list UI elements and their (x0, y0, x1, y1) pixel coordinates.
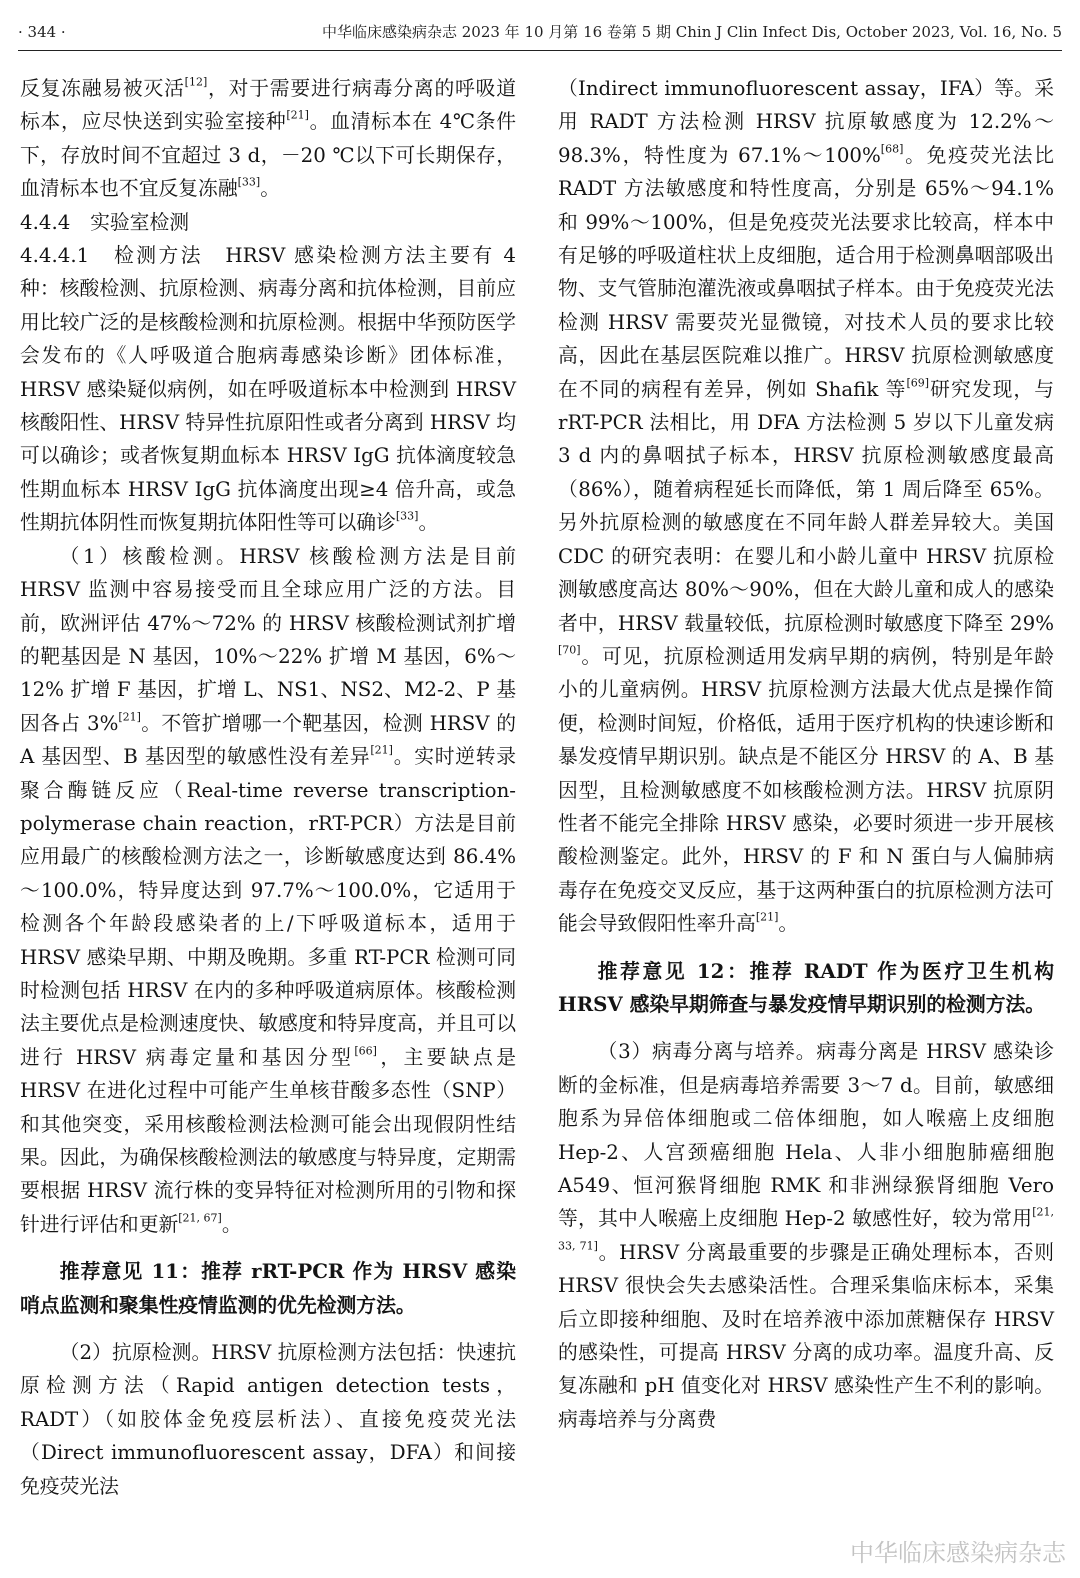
citation[interactable]: [21] (118, 710, 141, 724)
citation[interactable]: [69] (906, 376, 930, 390)
paragraph-storage: 反复冻融易被灭活[12]，对于需要进行病毒分离的呼吸道标本，应尽快送到实验室接种[21]。血清标本在 4℃条件下，存放时间不宜超过 3 d，－20 ℃以下可长期保存，血清标本也不宜反复冻融[33]。 (20, 75, 516, 201)
paragraph-nucleic-acid: （1）核酸检测。HRSV 核酸检测方法是目前 HRSV 监测中容易接受而且全球应用广泛的方法。目前，欧洲评估 47%～72% 的 HRSV 核酸检测试剂扩增的靶基因是 N 基因，10%～22% 扩增 M 基因，6%～12% 扩增 F 基因，扩增 L、NS1、NS2、M2-2、P 基因各占 3%[21]。不管扩增哪一个靶基因，检测 HRSV 的 A 基因型、B 基因型的敏感性没有差异[21]。实时逆转录聚合酶链反应（Real-time reverse transcription-polymerase chain reaction，rRT-PCR）方法是目前应用最广的核酸检测方法之一，诊断敏感度达到 86.4%～100.0%，特异度达到 97.7%～100.0%，它适用于检测各个年龄段感染者的上/下呼吸道标本，适用于 HRSV 感染早期、中期及晚期。多重 RT-PCR 检测可同时检测包括 HRSV 在内的多种呼吸道病原体。核酸检测法主要优点是检测速度快、敏感度和特异度高，并且可以进行 HRSV 病毒定量和基因分型[66]，主要缺点是 HRSV 在进化过程中可能产生单核苷酸多态性（SNP）和其他突变，采用核酸检测法检测可能会出现假阴性结果。因此，为确保核酸检测法的敏感度与特异度，定期需要根据 HRSV 流行株的变异特征对检测所用的引物和探针进行评估和更新[21, 67]。 (20, 544, 517, 1236)
citation[interactable]: [66] (354, 1044, 377, 1058)
citation[interactable]: [33] (237, 175, 261, 189)
citation[interactable]: [21] (286, 109, 309, 123)
page-number: · 344 · (18, 23, 66, 41)
paragraph-antigen-continued: （Indirect immunofluorescent assay，IFA）等。采用 RADT 方法检测 HRSV 抗原敏感度为 12.2%～98.3%，特性度为 67.1%～100%[68]。免疫荧光法比 RADT 方法敏感度和特性度高，分别是 65%～94.1% 和 99%～100%，但是免疫荧光法要求比较高，样本中有足够的呼吸道柱状上皮细胞，适合用于检测鼻咽部吸出物、支气管肺泡灌洗液或鼻咽拭子样本。由于免疫荧光法检测 HRSV 需要荧光显微镜，对技术人员的要求比较高，因此在基层医院难以推广。HRSV 抗原检测敏感度在不同的病程有差异，例如 Shafik 等[69]研究发现，与 rRT-PCR 法相比，用 DFA 方法检测 5 岁以下儿童发病 3 d 内的鼻咽拭子标本，HRSV 抗原检测敏感度最高（86%），随着病程延长而降低，第 1 周后降至 65%。另外抗原检测的敏感度在不同年龄人群差异较大。美国 CDC 的研究表明：在婴儿和小龄儿童中 HRSV 抗原检测敏感度高达 80%～90%，但在大龄儿童和成人的感染者中，HRSV 载量较低，抗原检测时敏感度下降至 29%[70]。可见，抗原检测适用发病早期的病例，特别是年龄小的儿童病例。HRSV 抗原检测方法最大优点是操作简便，检测时间短，价格低，适用于医疗机构的快速诊断和暴发疫情早期识别。缺点是不能区分 HRSV 的 A、B 基因型，且检测敏感度不如核酸检测方法。HRSV 抗原阴性者不能完全排除 HRSV 感染，必要时须进一步开展核酸检测鉴定。此外，HRSV 的 F 和 N 蛋白与人偏肺病毒存在免疫交叉反应，基于这两种蛋白的抗原检测方法可能会导致假阳性率升高[21]。 (558, 77, 1054, 936)
citation[interactable]: [33] (395, 509, 419, 523)
journal-citation: 中华临床感染病杂志 2023 年 10 月第 16 卷第 5 期 Chin J Clin Infect Dis, October 2023, Vol. 16, No. 5 (321, 23, 1062, 41)
left-column (20, 72, 516, 1503)
right-column (558, 72, 1054, 1436)
citation[interactable]: [21] (370, 743, 393, 757)
citation[interactable]: [21, 33, 71] (558, 1206, 1054, 1253)
header-rule (18, 50, 1062, 51)
citation[interactable]: [70] (558, 643, 581, 657)
paragraph-virus-isolation: （3）病毒分离与培养。病毒分离是 HRSV 感染诊断的金标准，但是病毒培养需要 3～7 d。目前，敏感细胞系为异倍体细胞或二倍体细胞，如人喉癌上皮细胞 Hep-2、人宫颈癌细胞 Hela、人非小细胞肺癌细胞 A549、恒河猴肾细胞 RMK 和非洲绿猴肾细胞 Vero 等，其中人喉癌上皮细胞 Hep-2 敏感性好，较为常用[21, 33, 71]。HRSV 分离最重要的步骤是正确处理标本，否则 HRSV 很快会失去感染活性。合理采集临床标本，采集后立即接种细胞、及时在培养液中添加蔗糖保存 HRSV 的感染性，可提高 HRSV 分离的成功率。温度升高、反复冻融和 pH 值变化对 HRSV 感染性产生不利的影响。病毒培养与分离费 (558, 1040, 1054, 1431)
citation[interactable]: [21, 67] (178, 1211, 222, 1225)
running-header (18, 14, 1062, 50)
citation[interactable]: [68] (880, 142, 904, 156)
citation[interactable]: [21] (755, 910, 779, 924)
recommendation-12: 推荐意见 12：推荐 RADT 作为医疗卫生机构 HRSV 感染早期筛查与暴发疫情早期识别的检测方法。 (558, 958, 1054, 1016)
journal-watermark: 中华临床感染病杂志 (850, 1539, 1066, 1567)
recommendation-11: 推荐意见 11：推荐 rRT-PCR 作为 HRSV 感染哨点监测和聚集性疫情监测的优先检测方法。 (20, 1259, 516, 1317)
paragraph-methods: 4.4.4.1 检测方法 HRSV 感染检测方法主要有 4 种：核酸检测、抗原检测、病毒分离和抗体检测，目前应用比较广泛的是核酸检测和抗原检测。根据中华预防医学会发布的《人呼吸道合胞病毒感染诊断》团体标准，HRSV 感染疑似病例，如在呼吸道标本中检测到 HRSV 核酸阳性、HRSV 特异性抗原阳性或者分离到 HRSV 均可以确诊；或者恢复期血标本 HRSV IgG 抗体滴度较急性期血标本 HRSV IgG 抗体滴度出现≥4 倍升高，或急性期抗体阴性而恢复期抗体阳性等可以确诊[33]。 (20, 244, 516, 535)
paragraph-antigen: （2）抗原检测。HRSV 抗原检测方法包括：快速抗原检测方法（Rapid antigen detection tests，RADT）（如胶体金免疫层析法）、直接免疫荧光法（Direct immunofluorescent assay，DFA）和间接免疫荧光法 (20, 1341, 516, 1498)
section-heading: 4.4.4 实验室检测 (20, 210, 190, 234)
citation[interactable]: [12] (184, 75, 208, 89)
